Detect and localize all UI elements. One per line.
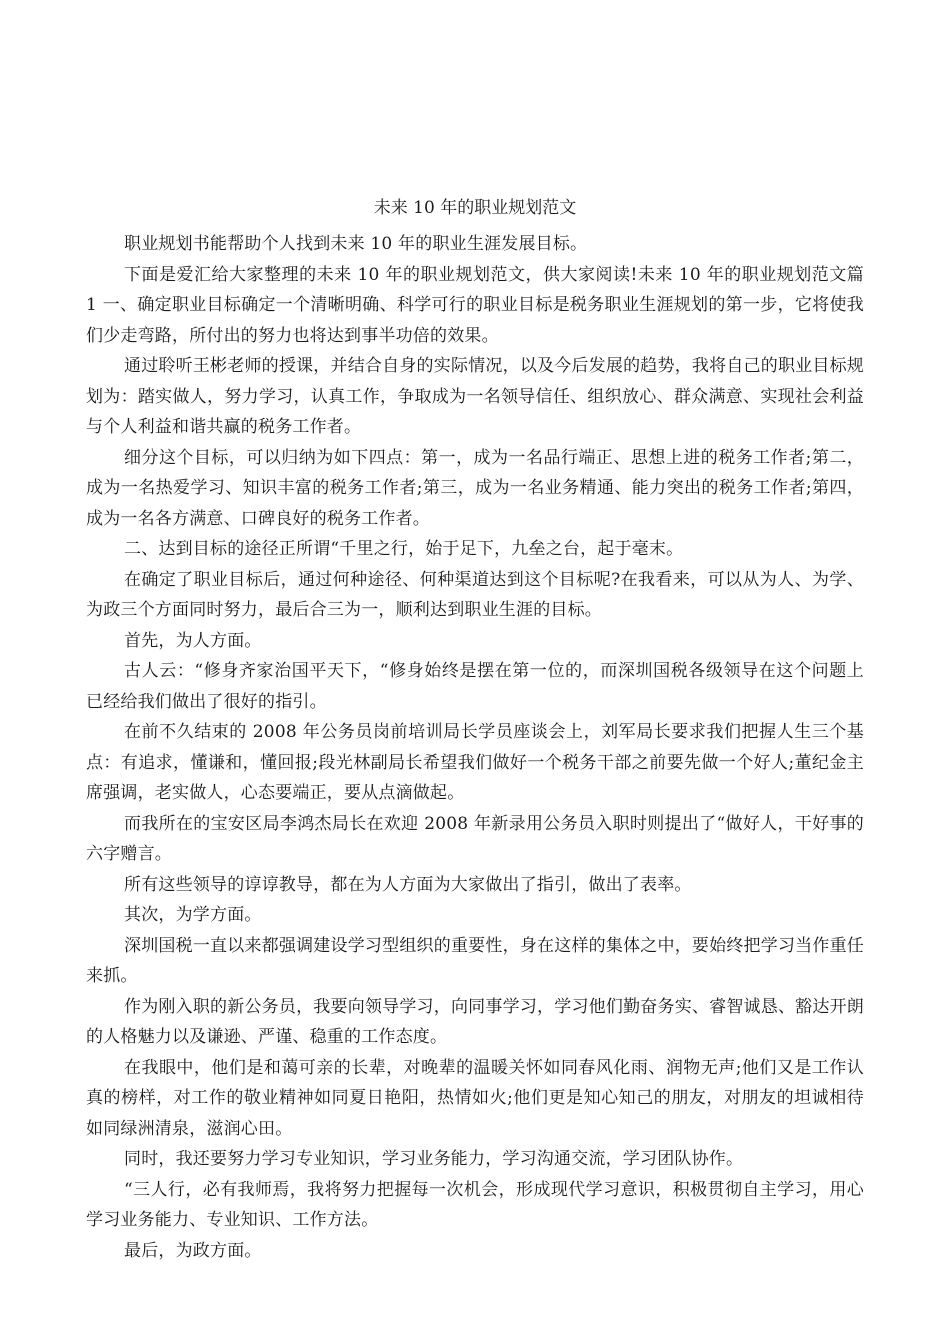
paragraph: 同时，我还要努力学习专业知识，学习业务能力，学习沟通交流，学习团队协作。	[124, 1149, 744, 1169]
paragraph: 在确定了职业目标后，通过何种途径、何种渠道达到这个目标呢?在我看来，可以从为人、为学、为政三个方面同时努力，最后合三为一，顺利达到职业生涯的目标。	[86, 569, 864, 620]
paragraph: 细分这个目标，可以归纳为如下四点：第一，成为一名品行端正、思想上进的税务工作者;第二，成为一名热爱学习、知识丰富的税务工作者;第三，成为一名业务精通、能力突出的税务工作者;第四，成为一名各方满意、口碑良好的税务工作者。	[86, 447, 864, 529]
paragraph: 下面是爱汇给大家整理的未来 10 年的职业规划范文，供大家阅读!未来 10 年的职业规划范文篇 1 一、确定职业目标确定一个清晰明确、科学可行的职业目标是税务职业生涯规划的第一步，它将使我们少走弯路，所付出的努力也将达到事半功倍的效果。	[86, 264, 864, 346]
document-title: 未来 10 年的职业规划范文	[373, 198, 577, 218]
paragraph: 所有这些领导的谆谆教导，都在为人方面为大家做出了指引，做出了表率。	[124, 874, 692, 895]
paragraph: 最后，为政方面。	[124, 1240, 262, 1261]
paragraph: 其次，为学方面。	[124, 905, 262, 925]
paragraph: 职业规划书能帮助个人找到未来 10 年的职业生涯发展目标。	[124, 234, 588, 254]
paragraph: 而我所在的宝安区局李鸿杰局长在欢迎 2008 年新录用公务员入职时则提出了“做好人，干好事的六字赠言。	[86, 813, 864, 864]
paragraph: 作为刚入职的新公务员，我要向领导学习，向同事学习，学习他们勤奋务实、睿智诚恳、豁达开朗的人格魅力以及谦逊、严谨、稳重的工作态度。	[86, 996, 864, 1047]
paragraph: 在我眼中，他们是和蔼可亲的长辈，对晚辈的温暖关怀如同春风化雨、润物无声;他们又是工作认真的榜样，对工作的敬业精神如同夏日艳阳，热情如火;他们更是知心知己的朋友，对朋友的坦诚相待如同绿洲清泉，滋润心田。	[86, 1057, 864, 1139]
paragraph: 首先，为人方面。	[124, 630, 262, 651]
paragraph: 通过聆听王彬老师的授课，并结合自身的实际情况，以及今后发展的趋势，我将自己的职业目标规划为：踏实做人，努力学习，认真工作，争取成为一名领导信任、组织放心、群众满意、实现社会利益与个人利益和谐共赢的税务工作者。	[86, 356, 864, 437]
paragraph: “三人行，必有我师焉，我将努力把握每一次机会，形成现代学习意识，积极贯彻自主学习，用心学习业务能力、专业知识、工作方法。	[86, 1179, 864, 1230]
paragraph: 深圳国税一直以来都强调建设学习型组织的重要性，身在这样的集体之中，要始终把学习当作重任来抓。	[86, 935, 864, 986]
paragraph: 二、达到目标的途径正所谓“千里之行，始于足下，九垒之台，起于毫末。	[124, 539, 684, 559]
paragraph: 在前不久结束的 2008 年公务员岗前培训局长学员座谈会上，刘军局长要求我们把握人生三个基点：有追求，懂谦和，懂回报;段光林副局长希望我们做好一个税务干部之前要先做一个好人;董纪金主席强调，老实做人，心态要端正，要从点滴做起。	[86, 722, 864, 803]
document-page	[86, 196, 864, 1266]
paragraph: 古人云：“修身齐家治国平天下，“修身始终是摆在第一位的，而深圳国税各级领导在这个问题上已经给我们做出了很好的指引。	[86, 661, 864, 712]
